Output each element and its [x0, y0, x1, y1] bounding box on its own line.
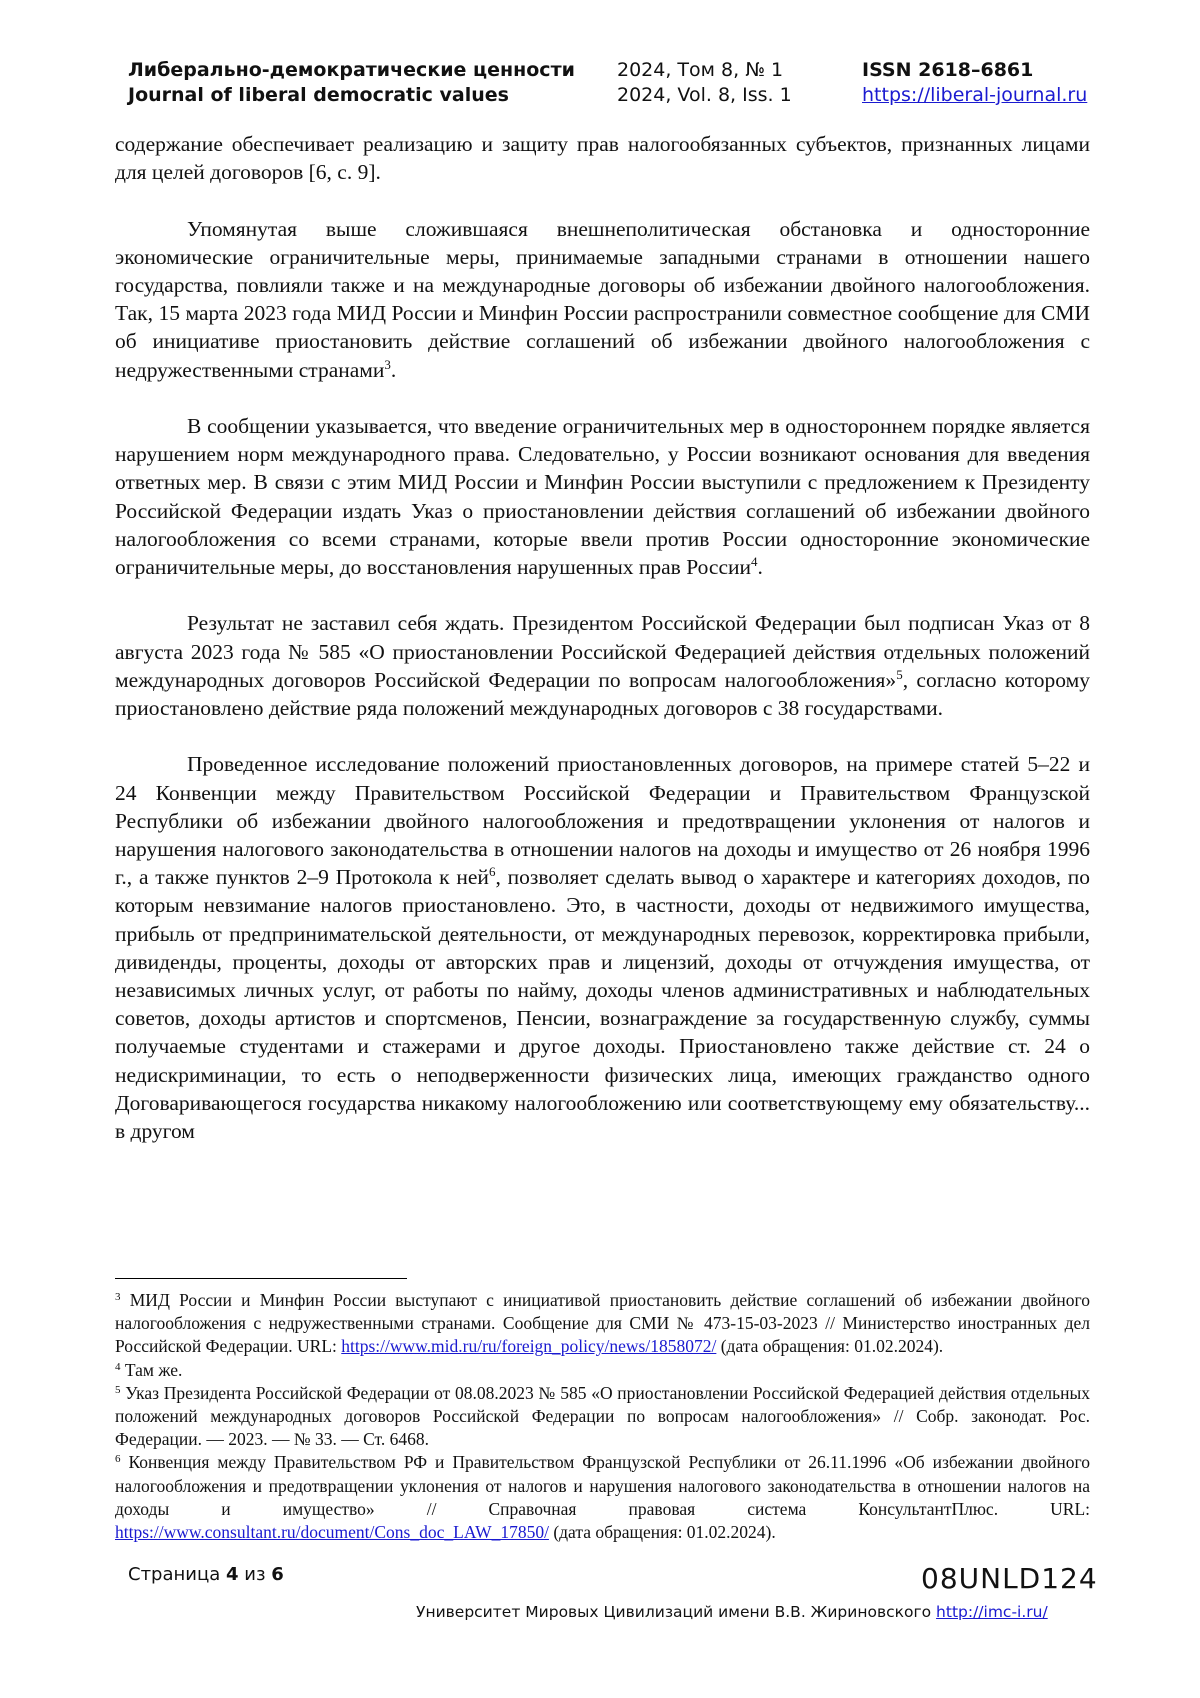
footnote-divider — [115, 1278, 407, 1279]
paragraph-text-end: . — [390, 357, 397, 382]
journal-title-ru: Либерально-демократические ценности — [128, 59, 575, 81]
footnote-6 — [115, 1451, 1090, 1544]
paragraph-continued — [115, 130, 1090, 186]
paragraph — [115, 412, 1090, 581]
journal-title — [128, 58, 575, 108]
paragraph — [115, 750, 1090, 1145]
paragraph-text: содержание обеспечивает реализацию и защиту прав налогообязанных субъектов, признанных лицами для целей договоров [6, с. 9]. — [115, 132, 1090, 185]
footnote-ref[interactable]: 3 — [384, 356, 391, 372]
issn-block — [862, 58, 1087, 108]
footnote-ref[interactable]: 4 — [751, 554, 758, 570]
footnotes — [115, 1289, 1090, 1544]
page-current: 4 — [226, 1564, 239, 1585]
footnote-text: Там же. — [120, 1359, 183, 1380]
footnote-number: 3 — [115, 1291, 121, 1303]
paragraph-text-end: , согласно которому приостановлено действие ряда положений международных договоров с 38 государствами. — [115, 667, 1091, 721]
footnote-text: Указ Президента Российской Федерации от 08.08.2023 № 585 «О приостановлении Российской Федерацией действия отдельных положений международных договоров Российской Федерации по вопросам налогообложения» // Собр. законодат. Рос. Федерации. — 2023. — № 33. — Ст. 6468. — [115, 1382, 1090, 1450]
volume-en: 2024, Vol. 8, Iss. 1 — [617, 84, 792, 106]
footnote-number: 6 — [115, 1453, 121, 1466]
footnote-3 — [115, 1289, 1090, 1359]
university-link[interactable]: http://imc-i.ru/ — [936, 1603, 1048, 1621]
of-word: из — [244, 1564, 266, 1585]
footnote-link[interactable]: https://www.mid.ru/ru/foreign_policy/news/1858072/ — [341, 1336, 717, 1357]
page-total: 6 — [271, 1564, 284, 1585]
paragraph-text: В сообщении указывается, что введение ограничительных мер в одностороннем порядке является нарушением норм международного права. Следовательно, у России возникают основания для введения ответных мер. В связи с этим МИД России и Минфин России выступили с предложением к Президенту Российской Федерации издать Указ о приостановлении действия соглашений об избежании двойного налогообложения со всеми странами, которые ввели против России односторонние экономические ограничительные меры, до восстановления нарушенных прав России — [115, 414, 1090, 580]
paragraph — [115, 609, 1090, 722]
footnote-5 — [115, 1382, 1090, 1452]
paragraph-text: Результат не заставил себя ждать. Президентом Российской Федерации был подписан Указ от 8 августа 2023 года № 585 «О приостановлении Российской Федерацией действия отдельных положений международных договоров Российской Федерации по вопросам налогообложения» — [115, 611, 1090, 692]
footnote-number: 4 — [115, 1360, 121, 1373]
article-body — [115, 130, 1090, 1145]
volume-ru: 2024, Том 8, № 1 — [617, 59, 784, 81]
paragraph-text-end: , позволяет сделать вывод о характере и категориях доходов, по которым невзимание налогов приостановлено. Это, в частности, доходы от недвижимого имущества, прибыль от предпринимательской деятельности, от международных перевозок, корректировка прибыли, дивиденды, проценты, доходы от авторских прав и лицензий, доходы от отчуждения имущества, от независимых личных услуг, от работы по найму, доходы членов административных и наблюдательных советов, доходы артистов и спортсменов, Пенсии, вознаграждение за государственную службу, суммы получаемые студентами и стажерами и другое доходы. Приостановлено также действие ст. 24 о недискриминации, то есть о неподверженности физических лица, имеющих гражданство одного Договаривающегося государства никакому налогообложению или соответствующему ему обязательству... в другом — [115, 865, 1091, 1144]
article-code: 08UNLD124 — [921, 1562, 1098, 1595]
footnote-link[interactable]: https://www.consultant.ru/document/Cons_doc_LAW_17850/ — [115, 1522, 549, 1543]
page-number — [128, 1564, 284, 1585]
journal-site-link[interactable]: https://liberal-journal.ru — [862, 84, 1088, 106]
footnote-ref[interactable]: 6 — [488, 864, 496, 880]
footnote-ref[interactable]: 5 — [896, 666, 903, 682]
volume-info — [617, 58, 792, 108]
footnote-4 — [115, 1359, 1090, 1382]
issn: ISSN 2618–6861 — [862, 59, 1034, 81]
footnote-text: МИД России и Минфин России выступают с инициативой приостановить действие соглашений об избежании двойного налогообложения с недружественными странами. Сообщение для СМИ № 473-15-03-2023 // Министерство иностранных дел Российской Федерации. URL: — [115, 1290, 1090, 1357]
university-name: Университет Мировых Цивилизаций имени В.В. Жириновского — [416, 1603, 932, 1621]
footnote-text: Конвенция между Правительством РФ и Правительством Французской Республики от 26.11.1996 «Об избежании двойного налогообложения и предотвращении уклонения от налогов и нарушения налогового законодательства в отношении налогов на доходы и имущество» // Справочная правовая система КонсультантПлюс. URL: — [115, 1452, 1090, 1519]
university-line — [416, 1603, 1048, 1621]
footnote-number: 5 — [115, 1383, 121, 1396]
paragraph-text-end: . — [757, 555, 763, 580]
footnote-tail: (дата обращения: 01.02.2024). — [548, 1522, 776, 1543]
paragraph-text: Упомянутая выше сложившаяся внешнеполитическая обстановка и односторонние экономические ограничительные меры, принимаемые западными странами в отношении нашего государства, повлияли также и на международные договоры об избежании двойного налогообложения. Так, 15 марта 2023 года МИД России и Минфин России распространили совместное сообщение для СМИ об инициативе приостановить действие соглашений об избежании двойного налогообложения с недружественными странами — [115, 216, 1090, 382]
journal-title-en: Journal of liberal democratic values — [128, 84, 509, 106]
paragraph — [115, 215, 1090, 384]
paragraph-text: Проведенное исследование положений приостановленных договоров, на примере статей 5–22 и 24 Конвенции между Правительством Российской Федерации и Правительством Французской Республики об избежании двойного налогообложения и предотвращении уклонения от налогов и нарушения налогового законодательства в отношении налогов на доходы и имущество от 26 ноября 1996 г., а также пунктов 2–9 Протокола к ней — [115, 752, 1090, 890]
footnote-tail: (дата обращения: 01.02.2024). — [716, 1336, 944, 1357]
page-word: Страница — [128, 1564, 221, 1585]
